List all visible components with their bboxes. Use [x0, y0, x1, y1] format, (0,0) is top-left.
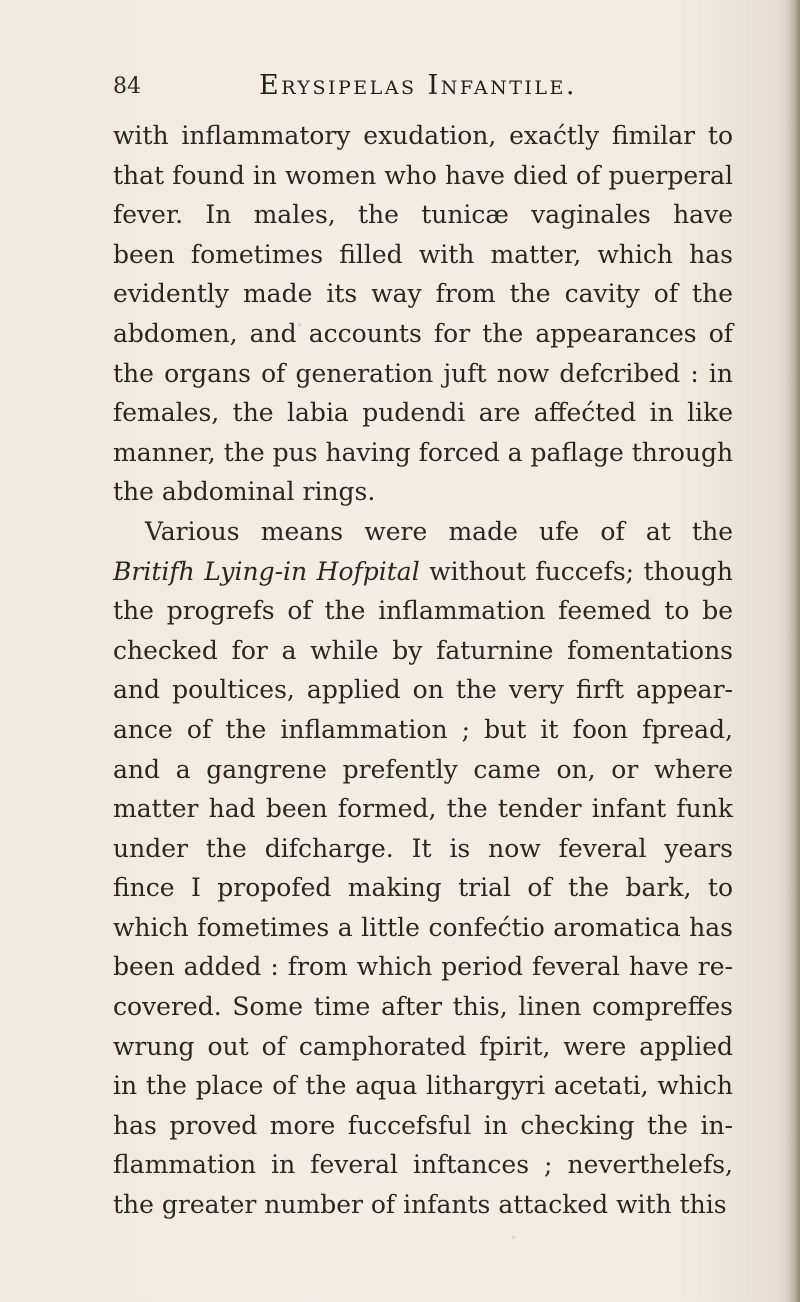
text-line: the greater number of infants attacked with this	[113, 1190, 727, 1220]
running-head	[113, 66, 713, 106]
text-line-with-italic	[113, 552, 733, 592]
text-line: abdomen, and accounts for the appearances of	[113, 318, 733, 348]
text-line: fever. In males, the tunicæ vaginales have	[113, 200, 733, 230]
text-line: that found in women who have died of puerperal	[113, 160, 733, 190]
text-line: been fometimes filled with matter, which has	[113, 239, 733, 269]
text-line: the progrefs of the inflammation feemed to be	[113, 596, 733, 626]
text-line: females, the labia pudendi are affećted in like	[113, 398, 733, 428]
text-line: checked for a while by faturnine fomentations	[113, 635, 733, 665]
text-line: manner, the pus having forced a paflage through	[113, 437, 734, 467]
running-title: Erysipelas Infantile.	[259, 70, 578, 101]
text-line: been added : from which period feveral have re-	[113, 952, 733, 982]
paper-speck	[298, 323, 301, 327]
page-edge-shadow	[786, 0, 800, 1302]
text-line: under the difcharge. It is now feveral years	[113, 833, 733, 863]
text-line: wrung out of camphorated fpirit, were applied	[113, 1031, 733, 1061]
paragraph-start-line: Various means were made ufe of at the	[145, 516, 733, 546]
text-line: flammation in feveral inftances ; neverthelefs,	[113, 1150, 733, 1180]
text-line: evidently made its way from the cavity of the	[113, 279, 733, 309]
paper-speck	[512, 1236, 515, 1239]
text-line: fince I propofed making trial of the bark, to	[113, 873, 733, 903]
text-line: and poultices, applied on the very firft appear-	[113, 675, 733, 705]
body-text	[113, 116, 733, 1225]
text-line: the organs of generation juft now defcribed : in	[113, 358, 733, 388]
text-line-rest: without fuccefs; though	[419, 556, 733, 586]
text-line: has proved more fuccefsful in checking the in-	[113, 1110, 733, 1140]
page-number: 84	[113, 74, 141, 99]
text-line: ance of the inflammation ; but it foon fpread,	[113, 714, 733, 744]
text-line: the abdominal rings.	[113, 477, 376, 507]
text-line: with inflammatory exudation, exaćtly fimilar to	[113, 121, 733, 150]
italic-hospital-name: Britifh Lying-in Hofpital	[113, 556, 420, 586]
paper-speck	[420, 1172, 422, 1175]
text-line: matter had been formed, the tender infant funk	[113, 794, 733, 824]
text-line: and a gangrene prefently came on, or where	[113, 754, 733, 784]
text-line: covered. Some time after this, linen compreffes	[113, 992, 733, 1022]
text-line: which fometimes a little confećtio aromatica has	[113, 912, 733, 942]
text-line: in the place of the aqua lithargyri acetati, which	[113, 1071, 733, 1101]
